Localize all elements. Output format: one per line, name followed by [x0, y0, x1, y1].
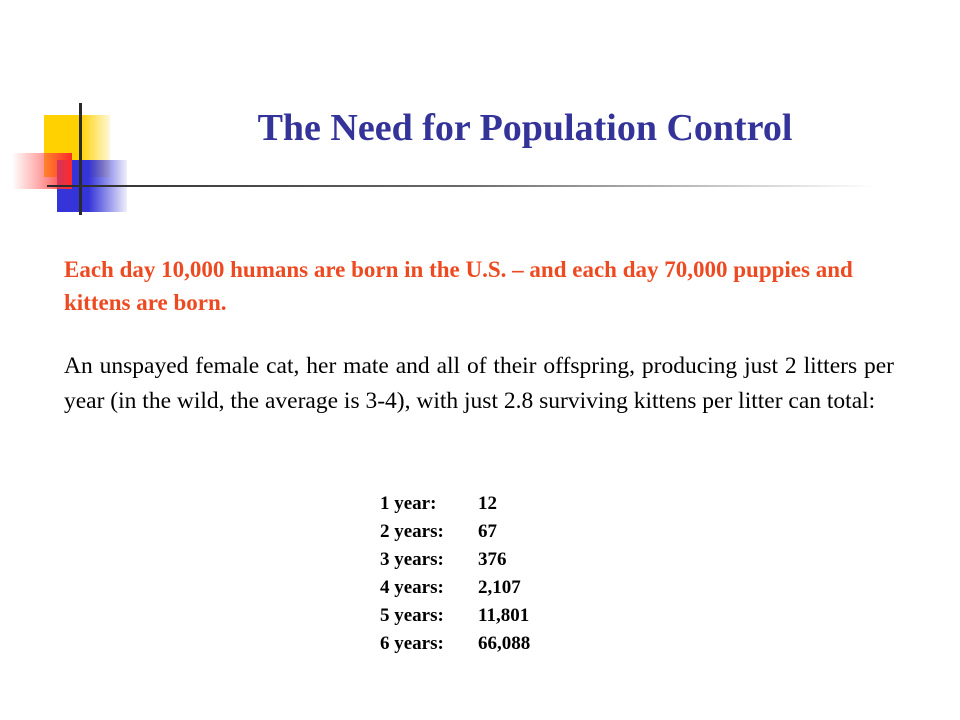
list-item [380, 518, 530, 546]
year-value: 66,088 [478, 633, 531, 654]
year-value: 67 [478, 521, 497, 542]
year-label: 4 years: [380, 577, 444, 598]
list-item [380, 546, 530, 574]
title-underline [47, 185, 877, 187]
year-value: 11,801 [478, 605, 530, 626]
year-value: 376 [478, 549, 507, 570]
body-text: An unspayed female cat, her mate and all of their offspring, producing just 2 litters per year (in the wild, the average is 3-4), with just 2.8 surviving kittens per litter can total: [64, 353, 894, 414]
year-label: 6 years: [380, 633, 444, 654]
decorative-vertical-line [79, 103, 82, 215]
year-label: 5 years: [380, 605, 444, 626]
year-label: 2 years: [380, 521, 444, 542]
year-label: 1 year: [380, 493, 437, 514]
year-label: 3 years: [380, 549, 444, 570]
highlight-text: Each day 10,000 humans are born in the U.S. – and each day 70,000 puppies and kittens are born. [64, 257, 853, 315]
year-value: 12 [478, 493, 497, 514]
year-value: 2,107 [478, 577, 521, 598]
decorative-red-bar [12, 153, 72, 189]
list-item [380, 602, 530, 630]
list-item [380, 574, 530, 602]
list-item [380, 630, 530, 658]
list-item [380, 490, 530, 518]
slide-title: The Need for Population Control [257, 107, 793, 149]
population-totals-list [380, 490, 530, 658]
